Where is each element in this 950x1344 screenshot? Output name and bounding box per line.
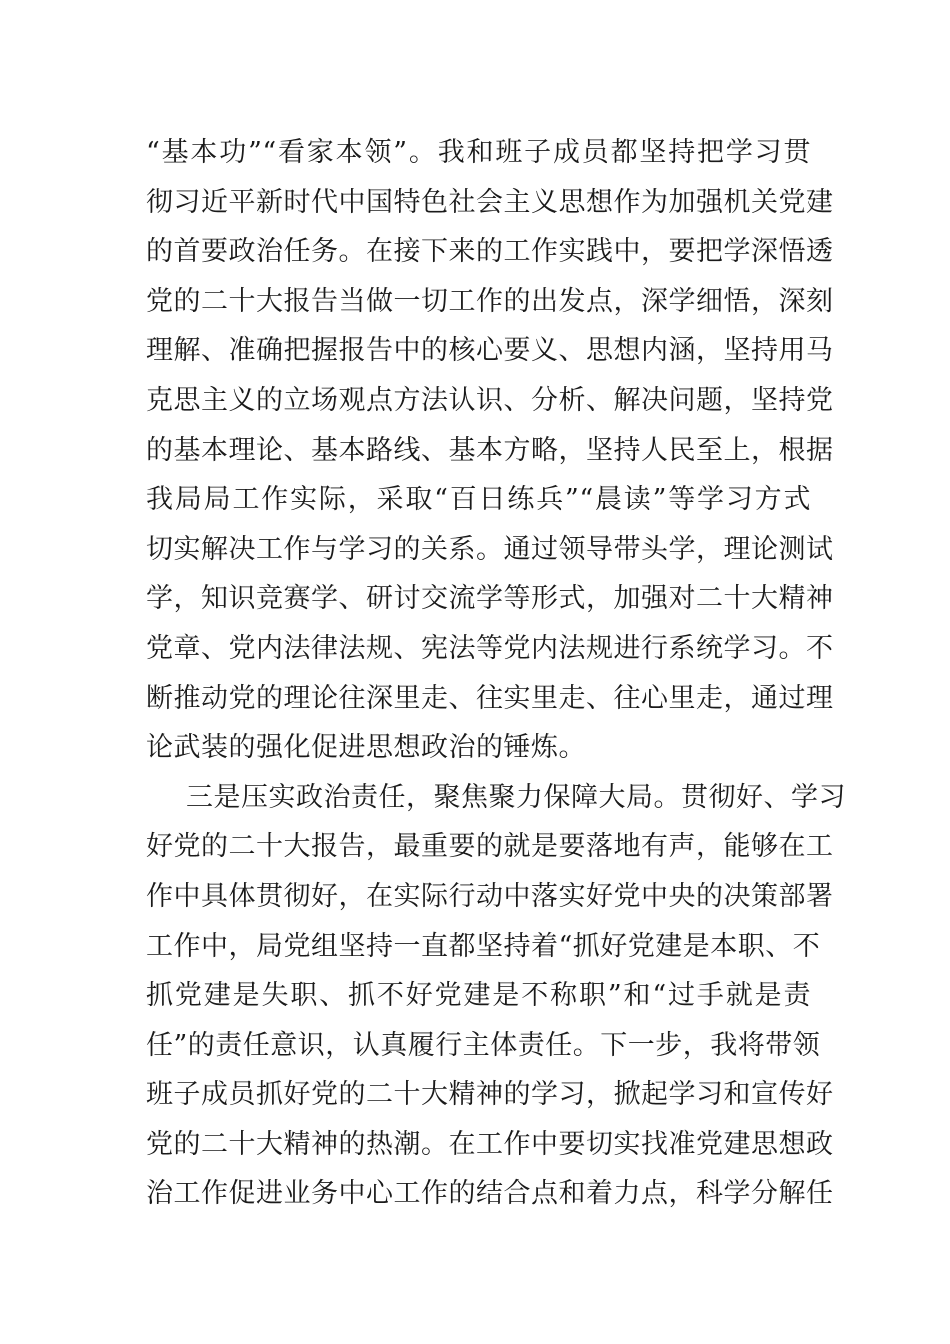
text-line: “基本功”“看家本领”。我和班子成员都坚持把学习贯 bbox=[146, 137, 811, 168]
text-line: 论武装的强化促进思想政治的锤炼。 bbox=[146, 732, 586, 764]
text-line: 克思主义的立场观点方法认识、分析、解决问题，坚持党 bbox=[146, 384, 834, 416]
text-line: 治工作促进业务中心工作的结合点和着力点，科学分解任 bbox=[146, 1178, 834, 1210]
text-line: 理解、准确把握报告中的核心要义、思想内涵，坚持用马 bbox=[146, 335, 834, 367]
body-text bbox=[146, 128, 846, 1219]
text-line: 好党的二十大报告，最重要的就是要落地有声，能够在工 bbox=[146, 831, 834, 863]
text-line: 任”的责任意识，认真履行主体责任。下一步，我将带领 bbox=[146, 1029, 821, 1061]
text-line: 抓党建是失职、抓不好党建是不称职”和“过手就是责 bbox=[146, 980, 811, 1012]
text-line: 作中具体贯彻好，在实际行动中落实好党中央的决策部署 bbox=[146, 880, 834, 912]
text-line: 断推动党的理论往深里走、往实里走、往心里走，通过理 bbox=[146, 682, 834, 714]
text-line: 工作中，局党组坚持一直都坚持着“抓好党建是本职、不 bbox=[146, 930, 821, 962]
text-line: 我局局工作实际，采取“百日练兵”“晨读”等学习方式 bbox=[146, 484, 811, 516]
text-line: 彻习近平新时代中国特色社会主义思想作为加强机关党建 bbox=[146, 186, 834, 218]
text-line: 的首要政治任务。在接下来的工作实践中，要把学深悟透 bbox=[146, 236, 834, 268]
text-line: 班子成员抓好党的二十大精神的学习，掀起学习和宣传好 bbox=[146, 1079, 834, 1111]
text-line: 的基本理论、基本路线、基本方略，坚持人民至上，根据 bbox=[146, 434, 834, 466]
text-line: 党的二十大精神的热潮。在工作中要切实找准党建思想政 bbox=[146, 1128, 834, 1160]
text-line: 学，知识竞赛学、研讨交流学等形式，加强对二十大精神 bbox=[146, 583, 834, 615]
text-line: 三是压实政治责任，聚焦聚力保障大局。贯彻好、学习 bbox=[186, 781, 846, 813]
text-line: 党章、党内法律法规、宪法等党内法规进行系统学习。不 bbox=[146, 632, 834, 664]
text-line: 党的二十大报告当做一切工作的出发点，深学细悟，深刻 bbox=[146, 285, 834, 317]
text-line: 切实解决工作与学习的关系。通过领导带头学，理论测试 bbox=[146, 533, 834, 565]
